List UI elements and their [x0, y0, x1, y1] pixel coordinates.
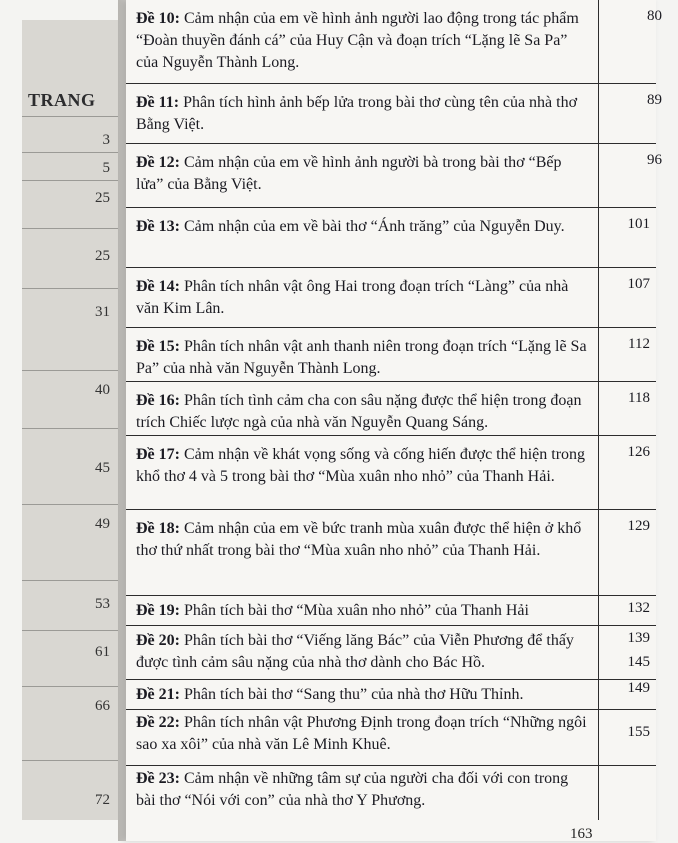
toc-entry-page: 112	[628, 336, 650, 352]
toc-entry-text	[136, 712, 588, 756]
left-rule	[22, 370, 118, 371]
left-page-number: 61	[95, 644, 110, 660]
toc-entry-description: Cảm nhận của em về bài thơ “Ánh trăng” của Nguyễn Duy.	[183, 218, 565, 235]
toc-entry-label: Đề 14:	[136, 278, 180, 295]
toc-entry-description: Phân tích nhân vật Phương Định trong đoạn trích “Những ngôi sao xa xôi” của nhà văn Lê Minh Khuê.	[136, 714, 587, 753]
left-rule	[22, 228, 118, 229]
toc-entry-label: Đề 23:	[136, 770, 180, 787]
toc-entry-label: Đề 10:	[136, 10, 180, 27]
toc-entry-page: 149	[627, 680, 650, 696]
toc-row	[126, 0, 662, 84]
left-page-number: 72	[95, 792, 110, 808]
toc-entry-description: Phân tích tình cảm cha con sâu nặng được thể hiện trong đoạn trích Chiếc lược ngà của nhà văn Nguyễn Quang Sáng.	[136, 392, 582, 431]
left-rule	[22, 116, 118, 117]
toc-row	[126, 208, 656, 268]
toc-entry-page: 101	[627, 216, 650, 232]
toc-entry-description: Phân tích bài thơ “Sang thu” của nhà thơ Hữu Thỉnh.	[183, 686, 524, 703]
toc-row	[126, 654, 656, 710]
toc-row	[126, 328, 656, 382]
left-page-number: 53	[95, 596, 110, 612]
toc-row	[126, 626, 656, 680]
toc-row	[126, 382, 656, 436]
toc-entry-page: 80	[647, 8, 662, 24]
toc-entry-text	[136, 630, 588, 674]
page-number: 163	[570, 826, 593, 842]
toc-entry-text	[136, 768, 588, 812]
toc-entry-page: 155	[627, 724, 650, 740]
toc-entry-description: Phân tích nhân vật ông Hai trong đoạn trích “Làng” của nhà văn Kim Lân.	[136, 278, 569, 317]
toc-row	[126, 84, 662, 144]
toc-entry-label: Đề 19:	[136, 602, 180, 619]
left-rule	[22, 180, 118, 181]
left-page	[22, 20, 119, 820]
left-page-number: 49	[95, 516, 110, 532]
toc-entry-description: Cảm nhận của em về bức tranh mùa xuân được thể hiện ở khổ thơ thứ nhất trong bài thơ “Mùa xuân nho nhỏ” của Thanh Hải.	[136, 520, 582, 559]
left-rule	[22, 630, 118, 631]
toc-entry-text	[136, 276, 588, 320]
toc-entry-page: 132	[627, 600, 650, 616]
page-column-divider	[598, 0, 599, 820]
toc-entry-label: Đề 17:	[136, 446, 180, 463]
toc-entry-text	[136, 216, 588, 238]
toc-row	[126, 436, 656, 510]
toc-entry-text	[136, 92, 588, 136]
toc-entry-label: Đề 12:	[136, 154, 180, 171]
toc-entry-page: 129	[627, 518, 650, 534]
left-page-number: 3	[102, 132, 110, 148]
toc-entry-page: 89	[647, 92, 662, 108]
toc-entry-label: Đề 21:	[136, 686, 180, 703]
toc-entry-description: Cảm nhận về những tâm sự của người cha đối với con trong bài thơ “Nói với con” của nhà thơ Y Phương.	[136, 770, 569, 809]
left-rule	[22, 288, 118, 289]
left-page-number: 31	[95, 304, 110, 320]
left-page-number: 25	[95, 190, 110, 206]
toc-entry-label: Đề 13:	[136, 218, 180, 235]
left-page-number: 45	[95, 460, 110, 476]
left-rule	[22, 152, 118, 153]
toc-entry-label: Đề 20:	[136, 632, 180, 649]
toc-entry-description: Phân tích nhân vật anh thanh niên trong đoạn trích “Lặng lẽ Sa Pa” của nhà văn Nguyễn Thành Long.	[136, 338, 587, 377]
toc-entry-text	[136, 444, 588, 488]
toc-entry-description: Phân tích bài thơ “Viếng lăng Bác” của Viễn Phương để thấy được tình cảm sâu nặng của nhà thơ dành cho Bác Hồ.	[136, 632, 574, 671]
toc-entry-page: 107	[627, 276, 650, 292]
toc-entry-text	[136, 152, 588, 196]
left-rule	[22, 686, 118, 687]
left-page-number: 66	[95, 698, 110, 714]
toc-entry-page: 96	[647, 152, 662, 168]
left-rule	[22, 580, 118, 581]
toc-row	[126, 510, 656, 596]
toc-entry-description: Cảm nhận của em về hình ảnh người lao động trong tác phẩm “Đoàn thuyền đánh cá” của Huy Cận và đoạn trích “Lặng lẽ Sa Pa” của Nguyễn Thành Long.	[136, 10, 579, 71]
toc-entry-label: Đề 15:	[136, 338, 180, 355]
toc-entry-text	[136, 8, 588, 74]
toc-entry-description: Phân tích bài thơ “Mùa xuân nho nhỏ” của Thanh Hải	[183, 602, 529, 619]
toc-entry-description: Cảm nhận về khát vọng sống và cống hiến được thể hiện trong khổ thơ 4 và 5 trong bài thơ “Mùa xuân nho nhỏ” của Thanh Hải.	[136, 446, 586, 485]
left-rule	[22, 504, 118, 505]
toc-entry-description: Phân tích hình ảnh bếp lửa trong bài thơ cùng tên của nhà thơ Bằng Việt.	[136, 94, 578, 133]
toc-entry-text	[136, 518, 588, 562]
toc-entry-label: Đề 11:	[136, 94, 180, 111]
left-page-header: TRANG	[28, 90, 96, 110]
toc-entry-page: 139	[627, 630, 650, 646]
toc-entry-text	[136, 390, 588, 434]
left-rule	[22, 760, 118, 761]
left-page-number: 25	[95, 248, 110, 264]
toc-entry-page: 145	[627, 654, 650, 670]
toc-entry-text	[136, 600, 588, 622]
toc-entry-description: Cảm nhận của em về hình ảnh người bà trong bài thơ “Bếp lửa” của Bằng Việt.	[136, 154, 562, 193]
toc-row	[126, 596, 656, 626]
toc-entry-label: Đề 22:	[136, 714, 180, 731]
toc-row	[126, 144, 662, 208]
toc-entry-label: Đề 18:	[136, 520, 180, 537]
toc-entry-page: 118	[628, 390, 650, 406]
left-page-number: 40	[95, 382, 110, 398]
toc-entry-text	[136, 684, 588, 706]
left-rule	[22, 428, 118, 429]
toc-row	[126, 268, 656, 328]
toc-entry-text	[136, 336, 588, 380]
toc-entry-label: Đề 16:	[136, 392, 180, 409]
toc-entry-page: 126	[627, 444, 650, 460]
left-page-number: 5	[102, 160, 110, 176]
